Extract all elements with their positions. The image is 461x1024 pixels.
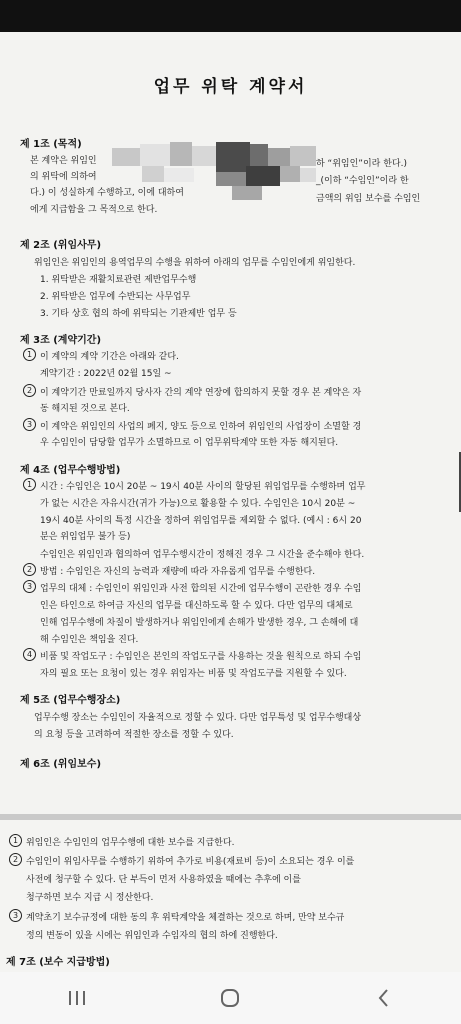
article-2-line: 위임인은 위임인의 용역업무의 수행을 위하여 아래의 업무를 수임인에게 위임한다. xyxy=(34,258,356,268)
article-6-line: 위임인은 수임인의 업무수행에 대한 보수를 지급한다. xyxy=(26,838,235,848)
clause-number-mark: 3 xyxy=(9,909,22,922)
article-1-line: 에게 지급함을 그 목적으로 한다. xyxy=(30,205,158,215)
article-3-line: 이 계약은 위임인의 사업의 폐지, 양도 등으로 인하여 위임인의 사업장이 소멸할 경 xyxy=(40,422,362,432)
clause-number-mark: 1 xyxy=(23,348,36,361)
back-icon[interactable] xyxy=(354,978,414,1018)
clause-number-mark: 2 xyxy=(23,384,36,397)
article-7-heading: 제 7조 (보수 지급방법) xyxy=(6,957,110,968)
article-4-line: 인해 업무수행에 차질이 발생하거나 위임인에게 손해가 발생한 경우, 그 손해에 대 xyxy=(40,618,359,628)
article-1-line: _(이하 “수임인”이라 한 xyxy=(316,176,409,186)
article-4-line: 업무의 대체 : 수임인이 위임인과 사전 합의된 시간에 업무수행이 곤란한 경우 수임 xyxy=(40,584,362,594)
article-5-line: 의 요청 등을 고려하여 적절한 장소를 정할 수 있다. xyxy=(34,730,234,740)
article-5-line: 업무수행 장소는 수임인이 자율적으로 정할 수 있다. 다만 업무특성 및 업무수행대상 xyxy=(34,713,362,723)
article-4-line: 자의 필요 또는 요청이 있는 경우 위임자는 비품 및 작업도구를 지원할 수 있다. xyxy=(40,669,347,679)
article-3-line: 이 계약기간 만료일까지 당사자 간의 계약 연장에 합의하지 못할 경우 본 계약은 자 xyxy=(40,388,362,398)
article-4-heading: 제 4조 (업무수행방법) xyxy=(20,465,121,476)
article-2-heading: 제 2조 (위임사무) xyxy=(20,240,102,251)
article-1-line: 본 계약은 위임인 xyxy=(30,156,97,166)
article-1-line: 하 “위임인”이라 한다.) xyxy=(316,159,407,169)
redaction-mosaic xyxy=(112,142,316,202)
clause-number-mark: 1 xyxy=(9,834,22,847)
clause-number-mark: 3 xyxy=(23,418,36,431)
page-title: 업무 위탁 계약서 xyxy=(153,77,308,97)
article-5-heading: 제 5조 (업무수행장소) xyxy=(20,695,121,706)
article-1-line: 다.) 이 성실하게 수행하고, 이에 대하여 xyxy=(30,188,184,198)
article-3-line: 이 계약의 계약 기간은 아래와 같다. xyxy=(40,352,179,362)
clause-number-mark: 3 xyxy=(23,580,36,593)
article-4-line: 인은 타인으로 하여금 자신의 업무를 대신하도록 할 수 있다. 다만 업무의 대체로 xyxy=(40,601,353,611)
article-3-line: 우 수임인이 담당할 업무가 소멸하므로 이 업무위탁계약 또한 자동 해지된다. xyxy=(40,438,339,448)
article-4-line: 해 수임인은 책임을 진다. xyxy=(40,635,139,645)
article-6-line: 사전에 청구할 수 있다. 단 부득이 먼저 사용하였을 때에는 추후에 이를 xyxy=(26,875,301,885)
article-2-item: 1. 위탁받은 재활치료관련 제반업무수행 xyxy=(40,275,197,285)
recent-apps-icon[interactable] xyxy=(47,978,107,1018)
document-page-1 xyxy=(0,32,461,814)
article-4-line: 수임인은 위임인과 협의하여 업무수행시간이 정해진 경우 그 시간을 준수해야 한다. xyxy=(40,550,365,560)
document-page-2 xyxy=(0,820,461,972)
home-icon[interactable] xyxy=(200,978,260,1018)
article-4-line: 비품 및 작업도구 : 수임인은 본인의 작업도구를 사용하는 것을 원칙으로 하되 수임 xyxy=(40,652,362,662)
contract-period: 계약기간 : 2022년 02월 15일 ~ xyxy=(40,369,172,379)
article-4-line: 방법 : 수임인은 자신의 능력과 재량에 따라 자유롭게 업무를 수행한다. xyxy=(40,567,316,577)
article-6-heading: 제 6조 (위임보수) xyxy=(20,759,102,770)
article-6-line: 수임인이 위임사무를 수행하기 위하여 추가로 비용(재료비 등)이 소요되는 경우 이를 xyxy=(26,857,355,867)
article-6-line: 청구하면 보수 지급 시 정산한다. xyxy=(26,893,154,903)
article-2-item: 2. 위탁받은 업무에 수반되는 사무업무 xyxy=(40,292,191,302)
article-1-line: 의 위탁에 의하여 xyxy=(30,172,97,182)
clause-number-mark: 1 xyxy=(23,478,36,491)
article-4-line: 분은 위임업무 불가 등) xyxy=(40,532,131,542)
article-6-line: 계약초기 보수규정에 대한 동의 후 위탁계약을 체결하는 것으로 하며, 만약 보수규 xyxy=(26,913,345,923)
article-6-line: 정의 변동이 있을 시에는 위임인과 수임자의 협의 하에 진행한다. xyxy=(26,931,278,941)
clause-number-mark: 2 xyxy=(9,853,22,866)
article-4-line: 19시 40분 사이의 특정 시간을 정하여 위임업무를 제외할 수 없다. (예시 : 6시 20 xyxy=(40,516,362,526)
clause-number-mark: 4 xyxy=(23,648,36,661)
article-1-line: 금액의 위임 보수를 수임인 xyxy=(316,194,421,204)
article-3-line: 동 해지된 것으로 본다. xyxy=(40,404,130,414)
article-2-item: 3. 기타 상호 협의 하에 위탁되는 기관제반 업무 등 xyxy=(40,309,237,319)
article-4-line: 시간 : 수임인은 10시 20분 ~ 19시 40분 사이의 할당된 위임업무를 수행하며 업무 xyxy=(40,482,366,492)
article-1-heading: 제 1조 (목적) xyxy=(20,139,82,150)
article-4-line: 가 없는 시간은 자유시간(귀가 가능)으로 활용할 수 있다. 수임인은 10시 20분 ~ xyxy=(40,499,356,509)
article-3-heading: 제 3조 (계약기간) xyxy=(20,335,102,346)
clause-number-mark: 2 xyxy=(23,563,36,576)
navigation-bar xyxy=(0,972,461,1024)
status-bar xyxy=(0,0,461,32)
